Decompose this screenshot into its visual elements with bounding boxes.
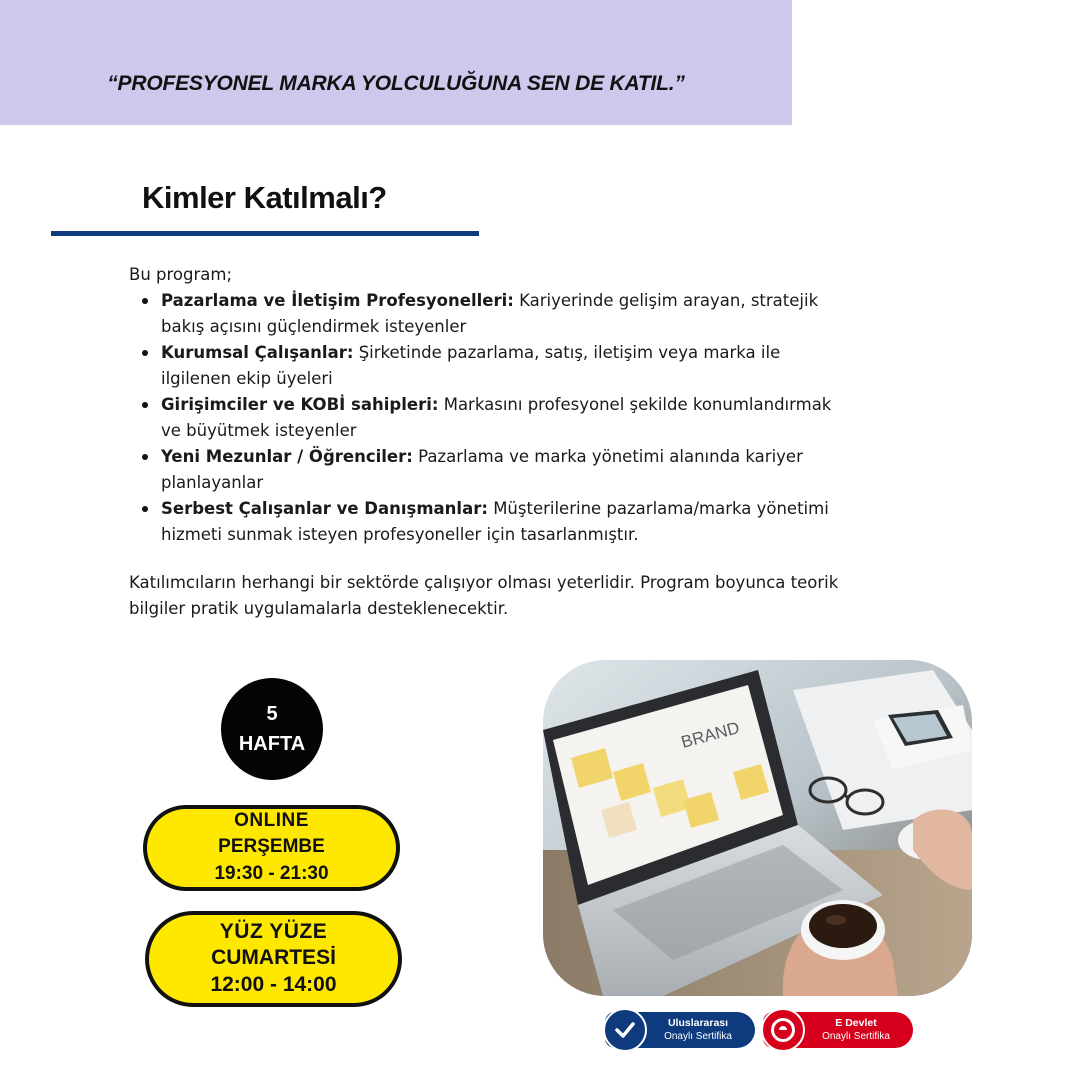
closing-paragraph: Katılımcıların herhangi bir sektörde çalışıyor olması yeterlidir. Program boyunca teorik bilgiler pratik uygulamalarla desteklenecektir. [129, 573, 839, 618]
audience-list [129, 288, 849, 548]
section-title: Kimler Katılmalı? [142, 180, 387, 215]
list-item-text: Pazarlama ve marka yönetimi alanında kariyer planlayanlar [161, 447, 803, 492]
photo-illustration [543, 660, 972, 996]
session-mode: YÜZ YÜZE [219, 920, 328, 943]
badge-title: Uluslararası [667, 1017, 729, 1029]
list-item-label: Girişimciler ve KOBİ sahipleri: [161, 395, 439, 414]
list-item-label: Pazarlama ve İletişim Profesyonelleri: [161, 291, 514, 310]
list-item-label: Serbest Çalışanlar ve Danışmanlar: [161, 499, 488, 518]
session-time: 19:30 - 21:30 [214, 863, 329, 884]
banner-quote: “PROFESYONEL MARKA YOLCULUĞUNA SEN DE KATIL.” [107, 72, 685, 95]
list-item-text: Kariyerinde gelişim arayan, stratejik bakış açısını güçlendirmek isteyenler [161, 291, 819, 336]
badge-text [805, 1017, 913, 1043]
check-icon [603, 1008, 647, 1052]
duration-number: 5 [266, 703, 278, 725]
badge-subtitle: Onaylı Sertifika [664, 1031, 732, 1042]
session-time: 12:00 - 14:00 [210, 973, 337, 996]
screen-brand-word: BRAND [679, 718, 742, 752]
list-item-text: Markasını profesyonel şekilde konumlandırmak ve büyütmek isteyenler [161, 395, 832, 440]
list-item [129, 496, 849, 548]
title-underline [51, 231, 479, 236]
edevlet-logo-icon [761, 1008, 805, 1052]
list-item [129, 288, 849, 340]
quote-banner [0, 0, 792, 125]
edevlet-certificate-badge [763, 1012, 913, 1048]
list-item-label: Kurumsal Çalışanlar: [161, 343, 354, 362]
badge-text [647, 1017, 755, 1043]
list-item [129, 340, 849, 392]
badge-title: E Devlet [835, 1017, 877, 1029]
in-person-session-pill [145, 911, 402, 1007]
list-item [129, 392, 849, 444]
intro-text: Bu program; [129, 265, 233, 284]
list-item-label: Yeni Mezunlar / Öğrenciler: [161, 447, 413, 466]
list-item [129, 444, 849, 496]
laptop-coffee-photo [543, 660, 972, 996]
session-mode: ONLINE [234, 810, 309, 831]
duration-badge [221, 678, 323, 780]
session-day: PERŞEMBE [218, 836, 325, 857]
online-session-pill [143, 805, 400, 891]
international-certificate-badge [605, 1012, 755, 1048]
badge-subtitle: Onaylı Sertifika [822, 1031, 890, 1042]
session-day: CUMARTESİ [211, 946, 336, 969]
duration-unit: HAFTA [238, 733, 306, 755]
list-item-text: Müşterilerine pazarlama/marka yönetimi hizmeti sunmak isteyen profesyoneller için tasarlanmıştır. [161, 499, 829, 544]
list-item-text: Şirketinde pazarlama, satış, iletişim veya marka ile ilgilenen ekip üyeleri [161, 343, 781, 388]
